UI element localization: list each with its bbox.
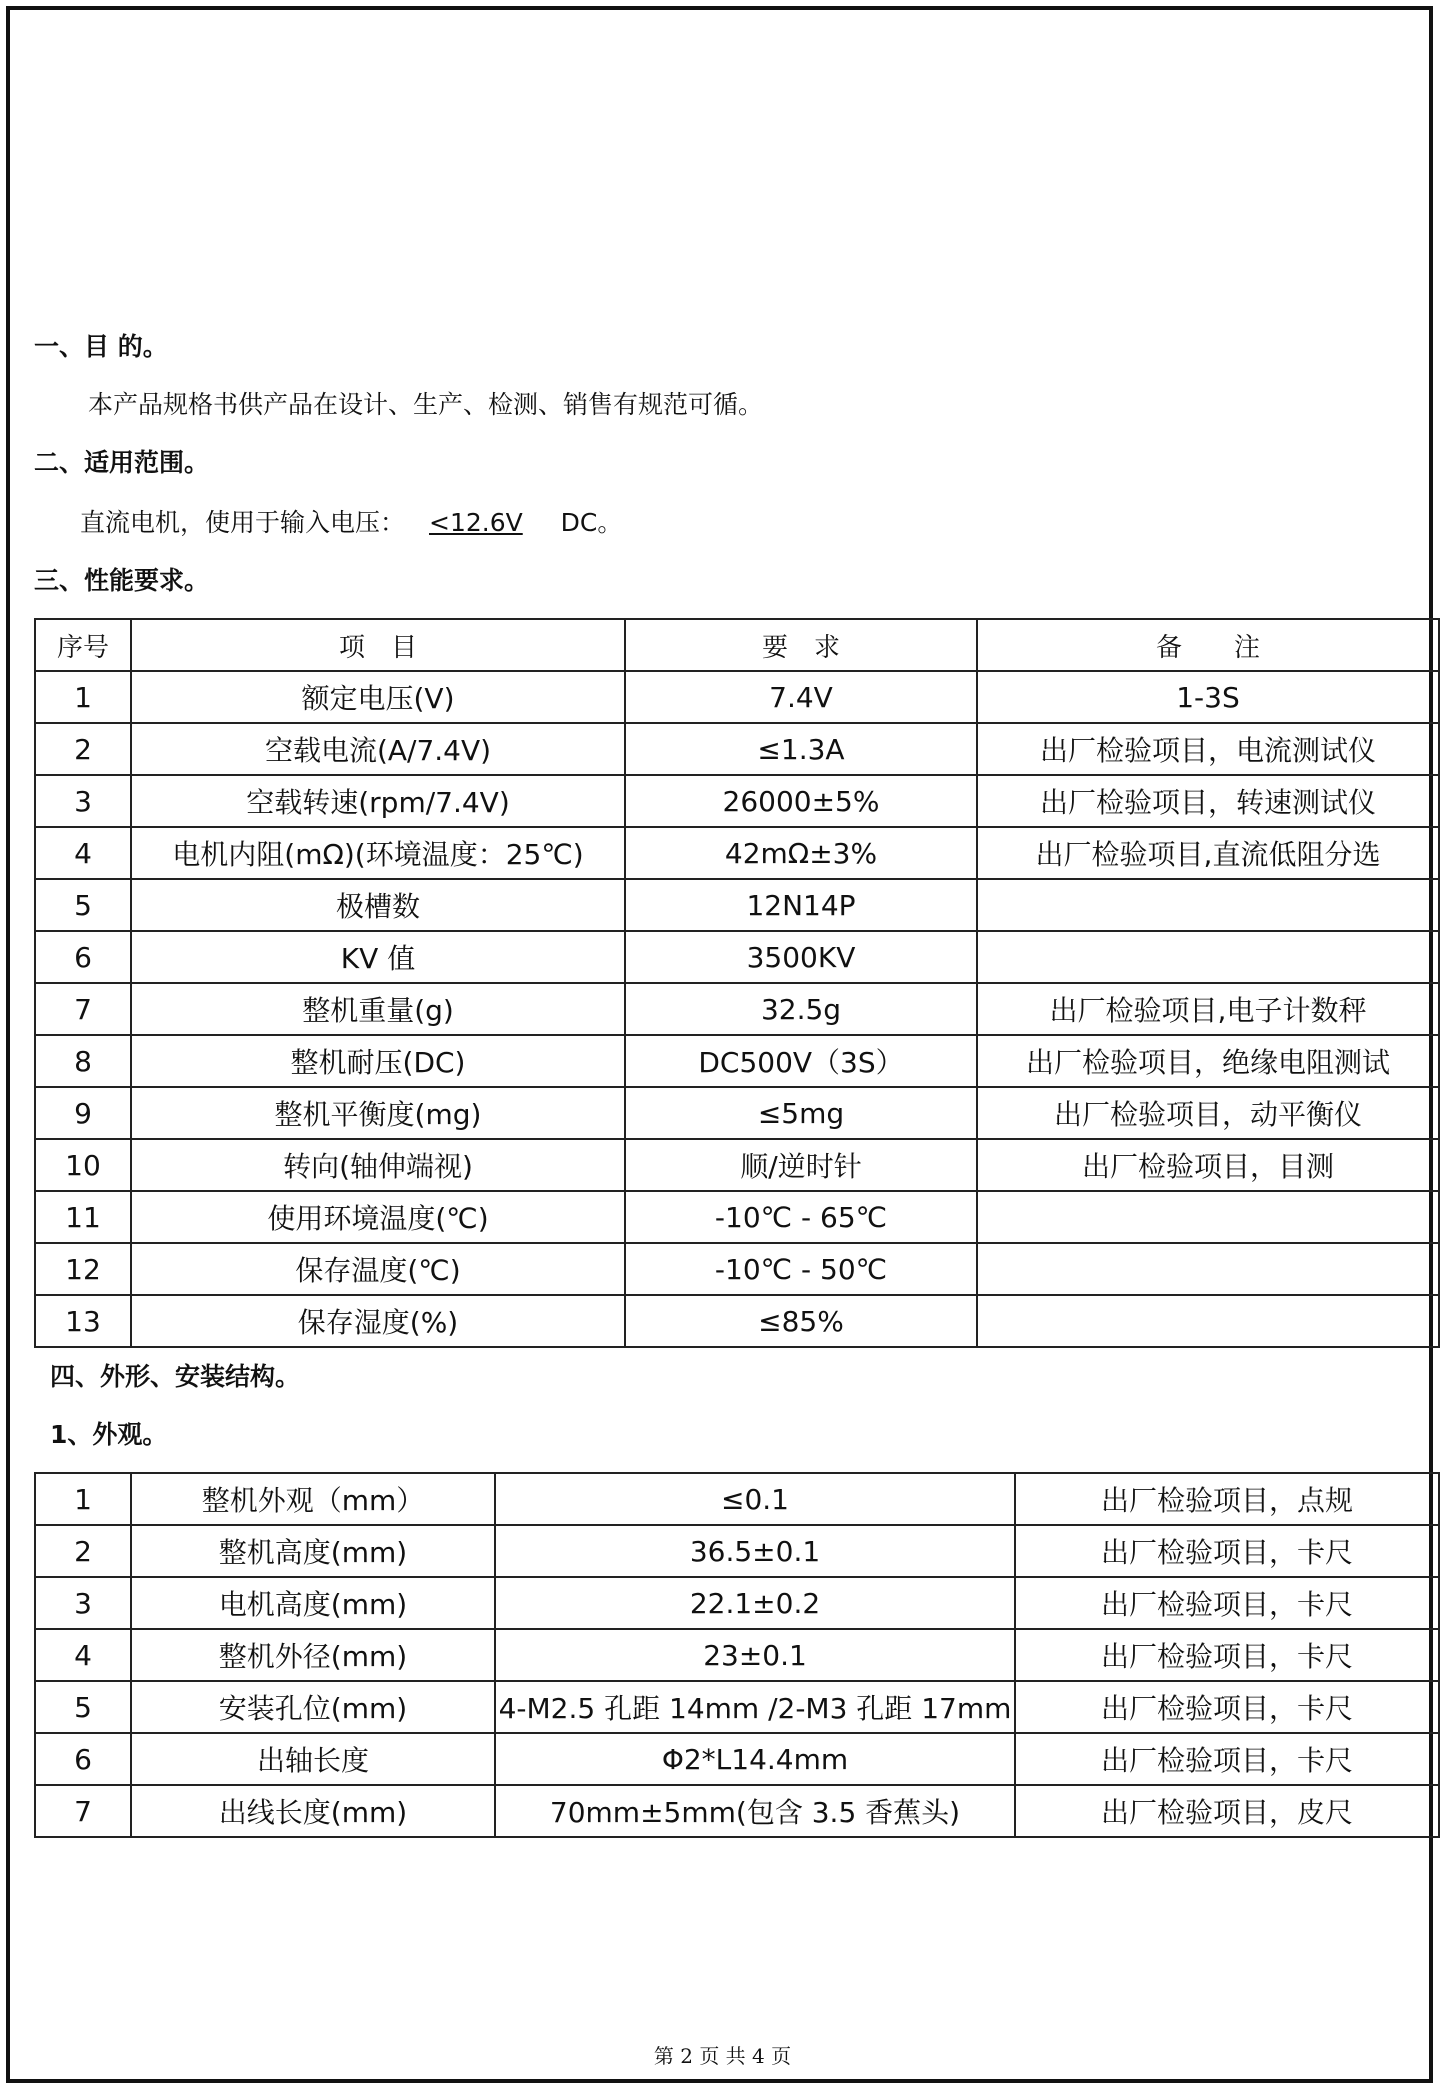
cell-remark: 出厂检验项目，动平衡仪 (977, 1087, 1439, 1139)
cell-value: 70mm±5mm(包含 3.5 香蕉头) (495, 1785, 1015, 1837)
performance-table-row (35, 1139, 1439, 1191)
cell-remark: 出厂检验项目，目测 (977, 1139, 1439, 1191)
performance-table-row (35, 1295, 1439, 1347)
cell-index: 3 (35, 1577, 131, 1629)
performance-table-row (35, 1087, 1439, 1139)
cell-value: ≤5mg (625, 1087, 977, 1139)
cell-index: 5 (35, 879, 131, 931)
cell-item: 出轴长度 (131, 1733, 495, 1785)
performance-table-row (35, 1243, 1439, 1295)
cell-index: 7 (35, 983, 131, 1035)
cell-index: 4 (35, 1629, 131, 1681)
cell-value: 4-M2.5 孔距 14mm /2-M3 孔距 17mm (495, 1681, 1015, 1733)
cell-value: -10℃ - 65℃ (625, 1191, 977, 1243)
document-body (34, 330, 1438, 1838)
performance-table-row (35, 827, 1439, 879)
cell-remark: 出厂检验项目，卡尺 (1015, 1629, 1439, 1681)
cell-value: 22.1±0.2 (495, 1577, 1015, 1629)
cell-item: 极槽数 (131, 879, 625, 931)
cell-index: 3 (35, 775, 131, 827)
cell-index: 13 (35, 1295, 131, 1347)
performance-table-header (35, 619, 1439, 671)
cell-remark: 出厂检验项目,直流低阻分选 (977, 827, 1439, 879)
cell-index: 2 (35, 723, 131, 775)
cell-value: ≤85% (625, 1295, 977, 1347)
cell-value: DC500V（3S） (625, 1035, 977, 1087)
col-header-remark: 备 注 (977, 619, 1439, 671)
cell-remark: 出厂检验项目,电子计数秤 (977, 983, 1439, 1035)
cell-value: 23±0.1 (495, 1629, 1015, 1681)
performance-table-row (35, 1191, 1439, 1243)
cell-item: 整机耐压(DC) (131, 1035, 625, 1087)
col-header-requirement: 要 求 (625, 619, 977, 671)
performance-table-row (35, 723, 1439, 775)
page-number: 第 2 页 共 4 页 (653, 2044, 792, 2068)
cell-value: Φ2*L14.4mm (495, 1733, 1015, 1785)
cell-item: 安装孔位(mm) (131, 1681, 495, 1733)
cell-index: 7 (35, 1785, 131, 1837)
performance-table-row (35, 671, 1439, 723)
performance-table-row (35, 983, 1439, 1035)
scope-text-suffix: DC。 (552, 508, 623, 537)
cell-remark: 1-3S (977, 671, 1439, 723)
section-heading-purpose: 一、目 的。 (34, 332, 168, 361)
appearance-table-row (35, 1681, 1439, 1733)
cell-value: ≤0.1 (495, 1473, 1015, 1525)
cell-value: 26000±5% (625, 775, 977, 827)
cell-remark: 出厂检验项目，转速测试仪 (977, 775, 1439, 827)
cell-index: 8 (35, 1035, 131, 1087)
cell-item: 转向(轴伸端视) (131, 1139, 625, 1191)
cell-value: ≤1.3A (625, 723, 977, 775)
appearance-table-row (35, 1577, 1439, 1629)
cell-remark (977, 931, 1439, 983)
cell-item: 出线长度(mm) (131, 1785, 495, 1837)
cell-value: -10℃ - 50℃ (625, 1243, 977, 1295)
cell-item: 空载转速(rpm/7.4V) (131, 775, 625, 827)
cell-item: 保存湿度(%) (131, 1295, 625, 1347)
scope-text (34, 506, 1438, 540)
cell-remark: 出厂检验项目，卡尺 (1015, 1525, 1439, 1577)
performance-table-row (35, 931, 1439, 983)
sub-heading-appearance: 1、外观。 (50, 1420, 168, 1449)
appearance-table-row (35, 1473, 1439, 1525)
appearance-table-row (35, 1525, 1439, 1577)
cell-item: 空载电流(A/7.4V) (131, 723, 625, 775)
cell-remark: 出厂检验项目，皮尺 (1015, 1785, 1439, 1837)
appearance-table-row (35, 1785, 1439, 1837)
cell-value: 3500KV (625, 931, 977, 983)
cell-index: 10 (35, 1139, 131, 1191)
cell-item: 整机外径(mm) (131, 1629, 495, 1681)
cell-index: 2 (35, 1525, 131, 1577)
scope-text-prefix: 直流电机，使用于输入电压： (80, 508, 406, 537)
performance-table (34, 618, 1440, 1348)
cell-value: 顺/逆时针 (625, 1139, 977, 1191)
cell-index: 4 (35, 827, 131, 879)
cell-item: 额定电压(V) (131, 671, 625, 723)
cell-remark (977, 1295, 1439, 1347)
cell-value: 36.5±0.1 (495, 1525, 1015, 1577)
cell-remark: 出厂检验项目，绝缘电阻测试 (977, 1035, 1439, 1087)
cell-value: 32.5g (625, 983, 977, 1035)
performance-table-row (35, 879, 1439, 931)
cell-index: 6 (35, 931, 131, 983)
appearance-table (34, 1472, 1440, 1838)
cell-remark (977, 1191, 1439, 1243)
cell-item: KV 值 (131, 931, 625, 983)
cell-index: 6 (35, 1733, 131, 1785)
cell-remark (977, 1243, 1439, 1295)
cell-value: 42mΩ±3% (625, 827, 977, 879)
cell-remark: 出厂检验项目，卡尺 (1015, 1681, 1439, 1733)
cell-remark: 出厂检验项目，电流测试仪 (977, 723, 1439, 775)
col-header-index: 序号 (35, 619, 131, 671)
cell-item: 整机重量(g) (131, 983, 625, 1035)
appearance-table-row (35, 1733, 1439, 1785)
cell-remark (977, 879, 1439, 931)
appearance-table-row (35, 1629, 1439, 1681)
col-header-item: 项 目 (131, 619, 625, 671)
cell-value: 7.4V (625, 671, 977, 723)
performance-table-row (35, 1035, 1439, 1087)
cell-remark: 出厂检验项目，卡尺 (1015, 1733, 1439, 1785)
cell-value: 12N14P (625, 879, 977, 931)
cell-item: 整机外观（mm） (131, 1473, 495, 1525)
cell-item: 电机内阻(mΩ)(环境温度：25℃) (131, 827, 625, 879)
cell-index: 12 (35, 1243, 131, 1295)
section-heading-performance: 三、性能要求。 (34, 566, 210, 595)
cell-item: 整机平衡度(mg) (131, 1087, 625, 1139)
appearance-table-body (35, 1473, 1439, 1837)
cell-item: 整机高度(mm) (131, 1525, 495, 1577)
cell-index: 11 (35, 1191, 131, 1243)
cell-remark: 出厂检验项目，卡尺 (1015, 1577, 1439, 1629)
cell-remark: 出厂检验项目，点规 (1015, 1473, 1439, 1525)
cell-index: 9 (35, 1087, 131, 1139)
performance-table-row (35, 775, 1439, 827)
section-heading-scope: 二、适用范围。 (34, 448, 210, 477)
performance-table-body (35, 671, 1439, 1347)
cell-item: 保存温度(℃) (131, 1243, 625, 1295)
cell-item: 电机高度(mm) (131, 1577, 495, 1629)
cell-index: 1 (35, 671, 131, 723)
cell-index: 5 (35, 1681, 131, 1733)
purpose-text: 本产品规格书供产品在设计、生产、检测、销售有规范可循。 (88, 390, 764, 419)
cell-item: 使用环境温度(℃) (131, 1191, 625, 1243)
cell-index: 1 (35, 1473, 131, 1525)
input-voltage-value: <12.6V (429, 508, 523, 537)
section-heading-structure: 四、外形、安装结构。 (50, 1362, 301, 1391)
